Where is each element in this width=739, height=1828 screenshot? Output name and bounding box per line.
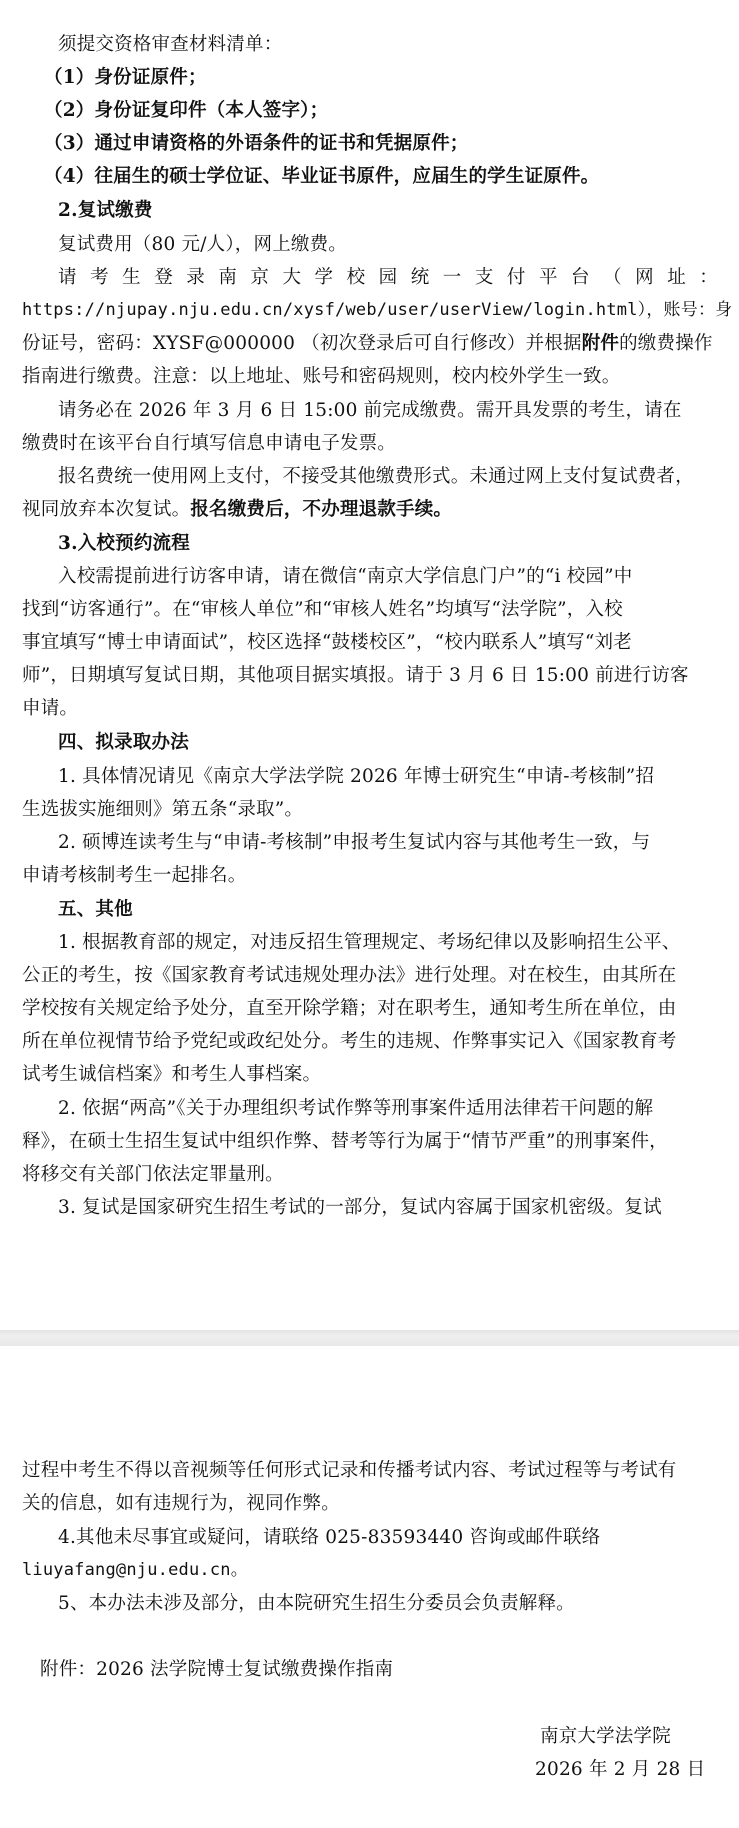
materials-item-2: （2）身份证复印件（本人签字）； [44,100,329,121]
attachment-emphasis: 附件 [581,333,620,354]
paragraph-text: 视同放弃本次复试。 [22,499,191,520]
paragraph-line: 请考生登录南京大学校园统一支付平台（网址： [58,267,718,288]
signature-organization: 南京大学法学院 [540,1726,671,1747]
paragraph-line: 所在单位视情节给予党纪或政纪处分。考生的违规、作弊事实记入《国家教育考 [22,1031,677,1052]
paragraph-line: 学校按有关规定给予处分，直至开除学籍；对在职考生，通知考生所在单位，由 [22,998,677,1019]
paragraph-line [22,327,718,360]
section-heading-other: 五、其他 [58,899,133,920]
contact-line: 4.其他未尽事宜或疑问，请联络 025-83593440 咨询或邮件联络 [58,1527,601,1548]
paragraph-line: 报名费统一使用网上支付，不接受其他缴费形式。未通过网上支付复试费者， [58,466,694,487]
paragraph-line: 找到“访客通行”。在“审核人单位”和“审核人姓名”均填写“法学院”，入校 [22,599,623,620]
password-text: 份证号，密码：XYSF@000000 （初次登录后可自行修改）并根据 [22,333,582,354]
materials-item-4: （4）往届生的硕士学位证、毕业证书原件，应届生的学生证原件。 [44,166,600,187]
attachment-line: 附件：2026 法学院博士复试缴费操作指南 [40,1659,394,1680]
paragraph-line: 2. 依据“两高”《关于办理组织考试作弊等刑事案件适用法律若干问题的解 [58,1098,654,1119]
paragraph-line: 事宜填写“博士申请面试”，校区选择“鼓楼校区”，“校内联系人”填写“刘老 [22,632,632,653]
paragraph-line: 师”，日期填写复试日期，其他项目据实填报。请于 3 月 6 日 15:00 前进行访客 [22,665,689,686]
materials-item-1: （1）身份证原件； [44,67,207,88]
paragraph-line: 1. 根据教育部的规定，对违反招生管理规定、考场纪律以及影响招生公平、 [58,932,681,953]
materials-item-3: （3）通过申请资格的外语条件的证书和凭据原件； [44,133,469,154]
payment-url-line: https://njupay.nju.edu.cn/xysf/web/user/userView/login.html），账号：身 [22,300,733,320]
paragraph-line: 指南进行缴费。注意：以上地址、账号和密码规则，校内校外学生一致。 [22,366,621,387]
deadline-line: 请务必在 2026 年 3 月 6 日 15:00 前完成缴费。需开具发票的考生，请在 [58,400,682,421]
paragraph-line: 1. 具体情况请见《南京大学法学院 2026 年博士研究生“申请-考核制”招 [58,766,655,787]
no-refund-emphasis: 报名缴费后，不办理退款手续。 [190,499,453,520]
paragraph-line: 过程中考生不得以音视频等任何形式记录和传播考试内容、考试过程等与考试有 [22,1460,677,1481]
contact-email: liuyafang@nju.edu.cn。 [22,1560,248,1580]
section-heading-admission: 四、拟录取办法 [58,732,189,753]
signature-date: 2026 年 2 月 28 日 [535,1759,706,1780]
paragraph-line: 试考生诚信档案》和考生人事档案。 [22,1064,322,1085]
paragraph-text: 的缴费操作 [619,333,713,354]
paragraph-line: 申请考核制考生一起排名。 [22,865,247,886]
paragraph-line [22,493,718,526]
materials-heading: 须提交资格审查材料清单： [58,34,283,55]
page-separator [0,1330,739,1346]
paragraph-line: 缴费时在该平台自行填写信息申请电子发票。 [22,433,397,454]
paragraph-line: 申请。 [22,698,79,719]
paragraph-line: 关的信息，如有违规行为，视同作弊。 [22,1493,340,1514]
section-heading-fee: 2.复试缴费 [58,200,153,221]
paragraph-line: 公正的考生，按《国家教育考试违规处理办法》进行处理。对在校生，由其所在 [22,965,677,986]
paragraph-line: 释》，在硕士生招生复试中组织作弊、替考等行为属于“情节严重”的刑事案件， [22,1131,668,1152]
paragraph-line: 3. 复试是国家研究生招生考试的一部分，复试内容属于国家机密级。复试 [58,1197,662,1218]
section-heading-entry: 3.入校预约流程 [58,533,190,554]
paragraph-line: 复试费用（80 元/人），网上缴费。 [58,234,348,255]
paragraph-line: 生选拔实施细则》第五条“录取”。 [22,799,304,820]
paragraph-line: 将移交有关部门依法定罪量刑。 [22,1164,284,1185]
paragraph-line: 2. 硕博连读考生与“申请-考核制”申报考生复试内容与其他考生一致，与 [58,832,651,853]
paragraph-line: 5、本办法未涉及部分，由本院研究生招生分委员会负责解释。 [58,1593,575,1614]
document-page-2 [0,1346,739,1828]
paragraph-line: 入校需提前进行访客申请，请在微信“南京大学信息门户”的“i 校园”中 [58,566,633,587]
